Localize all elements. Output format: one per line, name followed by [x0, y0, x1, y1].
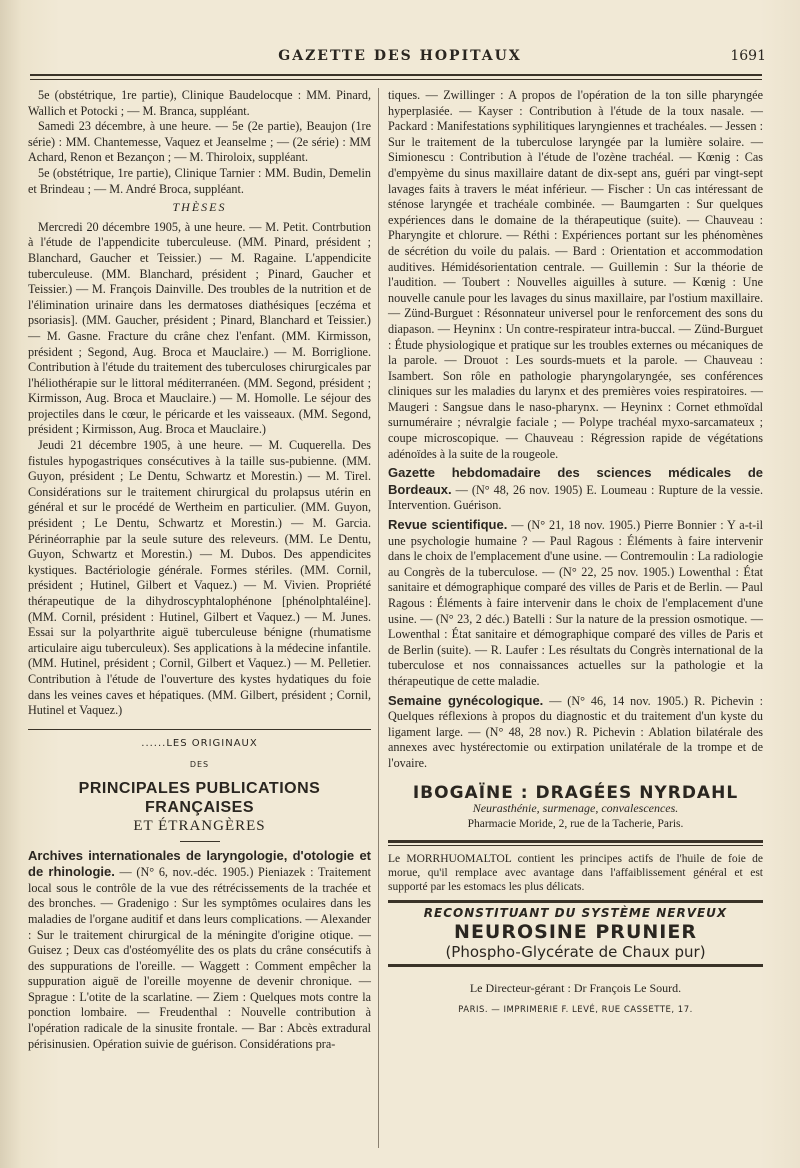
section-heading: PRINCIPALES PUBLICATIONS FRANÇAISES — [78, 779, 321, 816]
semaine-title: Semaine gynécologique. — [388, 692, 544, 708]
ad-divider-1 — [388, 840, 763, 846]
section-subheading: ET ÉTRANGÈRES — [133, 817, 266, 834]
semaine-entry — [388, 693, 763, 772]
semaine-text: — (N° 46, 14 nov. 1905.) R. Pichevin : Quelques réflexions à propos du diagnostic et du traitement d'un kyste du ligament large. — (N° 48, 28 nov.) R. Pichevin : Ablation bilatérale des annexes avec hystérectomie ou extirpation unilatérale de la trompe et de l'ovaire. — [388, 693, 763, 770]
theses-wednesday: Mercredi 20 décembre 1905, à une heure. — M. Petit. Contrbution à l'étude de l'appendicite tuberculeuse. (MM. Pinard, président ; Blanchard, Gaucher et Teissier.) — M. Ragaine. L'appendicite tuberculeuse. (MM. Blanchard, président ; Pinard, Gaucher et Teissier.) — M. François Dainville. Des troubles de la nutrition et de l'élimination urinaire dans les dermatoses diathésiques [eczéma et psoriasis]. (MM. Gaucher, président ; Pinard, Blanchard et Teissier.) — M. Gasne. Fracture du crâne chez l'enfant. (MM. Kirmisson, président ; Segond, Aug. Broca et Mauclaire.) — M. Borriglione. Contribution à l'étude du traitement des tuberculoses chirurgicales par l'héliothérapie sur le littoral méditerranéen. (MM. Segond, président ; Kirmisson, Aug. Broca et Mauclaire.) — M. Homolle. Le séjour des projectiles dans le cœur, le péricarde et les vaisseaux. (MM. Segond, président ; Kirmisson, Aug. Broca et Mauclaire.) — [28, 219, 371, 437]
exam-paragraph-2: Samedi 23 décembre, à une heure. — 5e (2e partie), Beaujon (1re série) : MM. Chantemesse, Vaquez et Jeanselme ; — (2e série) : MM Achard, Renon et Bezançon ; — M. Thiroloix, suppléant. — [28, 119, 371, 165]
ibogaine-ad-address: Pharmacie Moride, 2, rue de la Tacherie, Paris. — [467, 817, 684, 830]
theses-heading: THÈSES — [172, 200, 227, 215]
printer-line: PARIS. — IMPRIMERIE F. LEVÉ, RUE CASSETTE, 17. — [458, 1004, 693, 1015]
short-rule — [180, 841, 220, 842]
neurosine-tagline: RECONSTITUANT DU SYSTÈME NERVEUX — [423, 906, 728, 921]
director-line: Le Directeur-gérant : Dr François Le Sourd. — [469, 980, 682, 995]
ibogaine-ad-subtitle: Neurasthénie, surmenage, convalescences. — [472, 801, 679, 816]
archives-continued: tiques. — Zwillinger : A propos de l'opération de la ton sille pharyngée hyperplasiée. — Kayser : Contribution à l'étude de la toux nasale. — Packard : Manifestations syphilitiques laryngiennes et trachéales. — Jessen : Sur le traitement de la tuberculose laryngée par la lumière solaire. — Simionescu : Contribution à l'étude de l'ozène trachéal. — Kœnig : Cas d'empyème du sinus maxillaire datant de dix-sept ans, guéri par vingt-sept lavages faits à travers le méat inférieur. — Fischer : Un cas intéressant de sténose laryngée et trachéale combinée. — Baumgarten : Sur quelques expériences dans le domaine de la thérapeutique (suite). — Chauveau : Pharyngite et chlorure. — Réthi : Expériences portant sur les phénomènes de sécrétion du voile du palais. — Bard : Orientation et accommodation auditives. Hémidésorientation centrale. — Guillemin : Sur la théorie de l'audition. — Toubert : Nouvelles aiguilles à suture. — Kœnig : Une nouvelle canule pour les lavages du sinus maxillaire, par l'ostium maxillaire. — Zünd-Burguet : Résonnateur universel pour le renforcement des sons du diapason. — Heyninx : Un contre-respirateur intra-buccal. — Zünd-Burguet : Étude physiologique et pratique sur les troubles externes ou mécaniques de la parole. — Drouot : Les sourds-muets et la parole. — Chauveau : Isambert. Son rôle en pathologie pharyngolaryngée, ses conférences cliniques sur les maladies du larynx et des premières voies respiratoires. — Maugeri : Sangsue dans le naso-pharynx. — Heyninx : Cornet ethmoïdal surnuméraire ; névralgie faciale ; — Polype trachéal myxo-sarcamateux ; coupe microscopique. — Chauveau : Régression rapide de végétations adénoïdes à la suite de la rougeole. — [388, 88, 763, 461]
neurosine-name: NEUROSINE PRUNIER — [454, 920, 697, 943]
exam-paragraph-3: 5e (obstétrique, 1re partie), Clinique Tarnier : MM. Budin, Demelin et Brindeau ; — M. André Broca, suppléant. — [28, 165, 371, 196]
archives-text: — (N° 6, nov.-déc. 1905.) Pieniazek : Traitement local sous le contrôle de la vue des rétrécissements de la trachée et des bronches. — Gradenigo : Sur les symptômes oculaires dans les maladies de l'organe auditif et dans leurs complications. — Alexander : Sur le traitement chirurgical de la méningite d'origine otique. — Guisez ; Deux cas d'ostéomyélite des os plats du crâne consécutifs à des suppurations de l'oreille. — Waggett : Comment empêcher la suppuration aiguë de l'oreille moyenne de devenir chronique. — Sprague : L'otite de la scarlatine. — Ziem : Quelques mots contre la ponction lombaire. — Freudenthal : Nouvelle contribution à l'opération radicale de la sinusite frontale. — Bar : Abcès extradural périsinusien. Opération suivie de guérison. Considérations pra- — [28, 865, 371, 1051]
left-column — [28, 88, 371, 1052]
journal-title: GAZETTE DES HOPITAUX — [278, 48, 522, 64]
gazette-text: — (N° 48, 26 nov. 1905) E. Loumeau : Rupture de la vessie. Intervention. Guérison. — [388, 482, 763, 513]
archives-entry — [28, 848, 371, 1053]
neurosine-ad — [388, 900, 763, 967]
archives-title: Archives internationales de laryngologie, d'otologie et de rhinologie. — [28, 847, 371, 880]
gazette-title: Gazette hebdomadaire des sciences médicales de Bordeaux. — [388, 465, 763, 497]
ibogaine-ad-title: IBOGAÏNE : DRAGÉES NYRDAHL — [412, 782, 739, 803]
section-des: DES — [189, 760, 210, 770]
right-column — [388, 88, 763, 1018]
header-rule — [30, 74, 762, 80]
section-kicker: ......LES ORIGINAUX — [141, 737, 258, 749]
page-number: 1691 — [730, 48, 766, 64]
gazette-entry — [388, 465, 763, 514]
revue-entry — [388, 517, 763, 690]
morrhuomaltol-ad: Le MORRHUOMALTOL contient les principes actifs de l'huile de foie de morue, qu'il remplace avec avantage dans l'affaiblissement général et est supporté par les estomacs les plus délicats. — [388, 853, 763, 894]
column-divider — [378, 88, 379, 1148]
revue-text: — (N° 21, 18 nov. 1905.) Pierre Bonnier : Y a-t-il une psychologie humaine ? — Paul Ragous : Éléments à faire intervenir dans le choix de l'emplacement d'une usine. — Contremoulin : La radiologie au Congrès de la tuberculose. — (N° 22, 25 nov. 1905.) Lowenthal : État sanitaire et démographique comparé des villes de Paris et de Berlin. — Paul Ragous : Éléments à faire intervenir dans le choix de l'emplacement d'une usine. — (N° 23, 2 déc.) Batelli : Sur la nature de la pression osmotique. — Lowenthal : État sanitaire et démographique comparé des villes de Paris et de Berlin (suite). — R. Laufer : Les résultats du Congrès international de la tuberculose et nos connaissances actuelles sur la pathologie et la thérapeutique de cette maladie. — [388, 518, 763, 688]
theses-thursday: Jeudi 21 décembre 1905, à une heure. — M. Cuquerella. Des fistules hypogastriques consécutives à la taille sus-pubienne. (MM. Guyon, président ; Le Dentu, Schwartz et Morestin.) — M. Tirel. Considérations sur le traitement chirurgical du prolapsus utérin en général et sur le procédé de Wertheim en particulier. (MM. Guyon, président ; Le Dentu, Schwartz et Morestin.) — M. Garcia. Périnéorraphie par la seule suture des releveurs. (MM. Le Dentu, Guyon, Schwartz et Morestin.) — M. Dubos. Des appendicites kystiques. Bactériologie générale. Formes stériles. (MM. Cornil, président ; Hutinel, Gilbert et Vaquez.) — M. Vivien. Propriété thérapeutique de la dihydroscyphtalophénone [phénolphtaléine]. (MM. Cornil, président : Hutinel, Gilbert et Vaquez.) — M. Junes. Essai sur la polyarthrite aiguë tuberculeuse bénigne (rhumatisme articulaire aigu tuberculeux). Ses applications à la médecine infantile. (MM. Hutinel, président ; Cornil, Gilbert et Vaquez.) — M. Pelletier. Contribution à l'étude de l'ouverture des kystes hydatiques du foie dans les veines caves et hépatiques. (MM. Gilbert, président ; Cornil, Hutinel et Vaquez.) — [28, 438, 371, 718]
neurosine-formula: (Phospho-Glycérate de Chaux pur) — [445, 942, 706, 961]
page-header — [20, 48, 780, 74]
section-divider — [28, 729, 371, 730]
exam-paragraph-1: 5e (obstétrique, 1re partie), Clinique Baudelocque : MM. Pinard, Wallich et Potocki ; — M. Branca, suppléant. — [28, 88, 371, 118]
revue-title: Revue scientifique. — [388, 517, 508, 533]
